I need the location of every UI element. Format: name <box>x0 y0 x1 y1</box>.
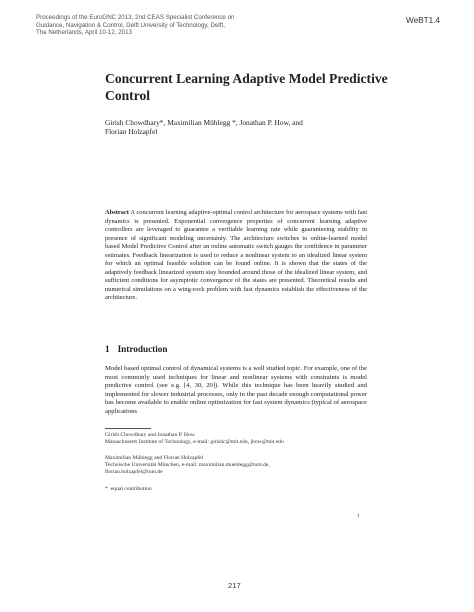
chapter-marker: 1 <box>357 513 360 519</box>
affiliation-institution: Technische Universität München, e-mail: maximilian.muehlegg@tum.de, <box>105 462 270 469</box>
title-line: Concurrent Learning Adaptive Model Predictive <box>105 71 388 86</box>
affiliation-institution: Massachusetts Institute of Technology, e-mail: girishc@mit.edu, jhow@mit.edu <box>105 439 284 446</box>
section-number: 1 <box>105 344 110 354</box>
paper-title <box>105 71 405 104</box>
abstract-label: Abstract <box>105 209 129 216</box>
author-line: Florian Holzapfel <box>105 127 158 137</box>
author-list <box>105 118 385 137</box>
footnote-affiliation-1 <box>105 432 375 446</box>
proceedings-line: The Netherlands, April 10-12, 2013 <box>36 29 132 37</box>
proceedings-info <box>36 14 336 37</box>
footnote-equal-contribution <box>105 486 375 493</box>
affiliation-names: Girish Chowdhary and Jonathan P. How <box>105 432 195 438</box>
proceedings-line: Proceedings of the EuroGNC 2013, 2nd CEAS Specialist Conference on <box>36 14 235 21</box>
affiliation-email: florian.holzapfel@tum.de <box>105 469 163 476</box>
footnote-text: equal contribution <box>110 486 152 492</box>
title-line: Control <box>105 87 151 103</box>
abstract <box>105 209 367 303</box>
introduction-body: Model based optimal control of dynamical systems is a well studied topic. For example, one of the most commonly used techniques for linear and nonlinear systems with constraints is model predictive control (see e.g. [4, 30, 20]). While this technique has been heavily studied and implemented for slower industrial processes, only in the past decade enough computational power has become available to enable online optimization for fast system dynamics (typical of aerospace applications <box>105 365 367 415</box>
paper-code: WeBT1.4 <box>406 16 440 25</box>
abstract-text: A concurrent learning adaptive-optimal control architecture for aerospace systems with fast dynamics is presented. Exponential convergence properties of concurrent learning adaptive controllers are leveraged to guarantee a verifiable learning rate while guaranteeing stability in presence of significant modeling uncertainty. The architecture switches to online-learned model based Model Predictive Control after an online automatic switch gauges the confidence in parameter estimates. Feedback linearization is used to reduce a nonlinear system to an idealized linear system for which an optimal feasible solution can be found online. It is shown that the states of the adaptively feedback linearized system stay bounded around those of the idealized linear system, and sufficient conditions for asymptotic convergence of the states are presented. Theoretical results and numerical simulations on a wing-rock problem with fast dynamics establish the effectiveness of the architecture. <box>105 209 367 302</box>
footnote-affiliation-2 <box>105 455 375 477</box>
section-title: Introduction <box>117 344 168 354</box>
proceedings-line: Guidance, Navigation & Control, Delft University of Technology, Delft, <box>36 21 225 29</box>
footnote-symbol: * <box>105 486 108 492</box>
section-heading <box>105 344 167 354</box>
footnote-divider <box>105 428 151 429</box>
author-line: Girish Chowdhary*, Maximilian Mühlegg *, Jonathan P. How, and <box>105 118 303 127</box>
affiliation-names: Maximilian Mühlegg and Florian Holzapfel <box>105 455 204 461</box>
page-number: 217 <box>228 581 241 590</box>
